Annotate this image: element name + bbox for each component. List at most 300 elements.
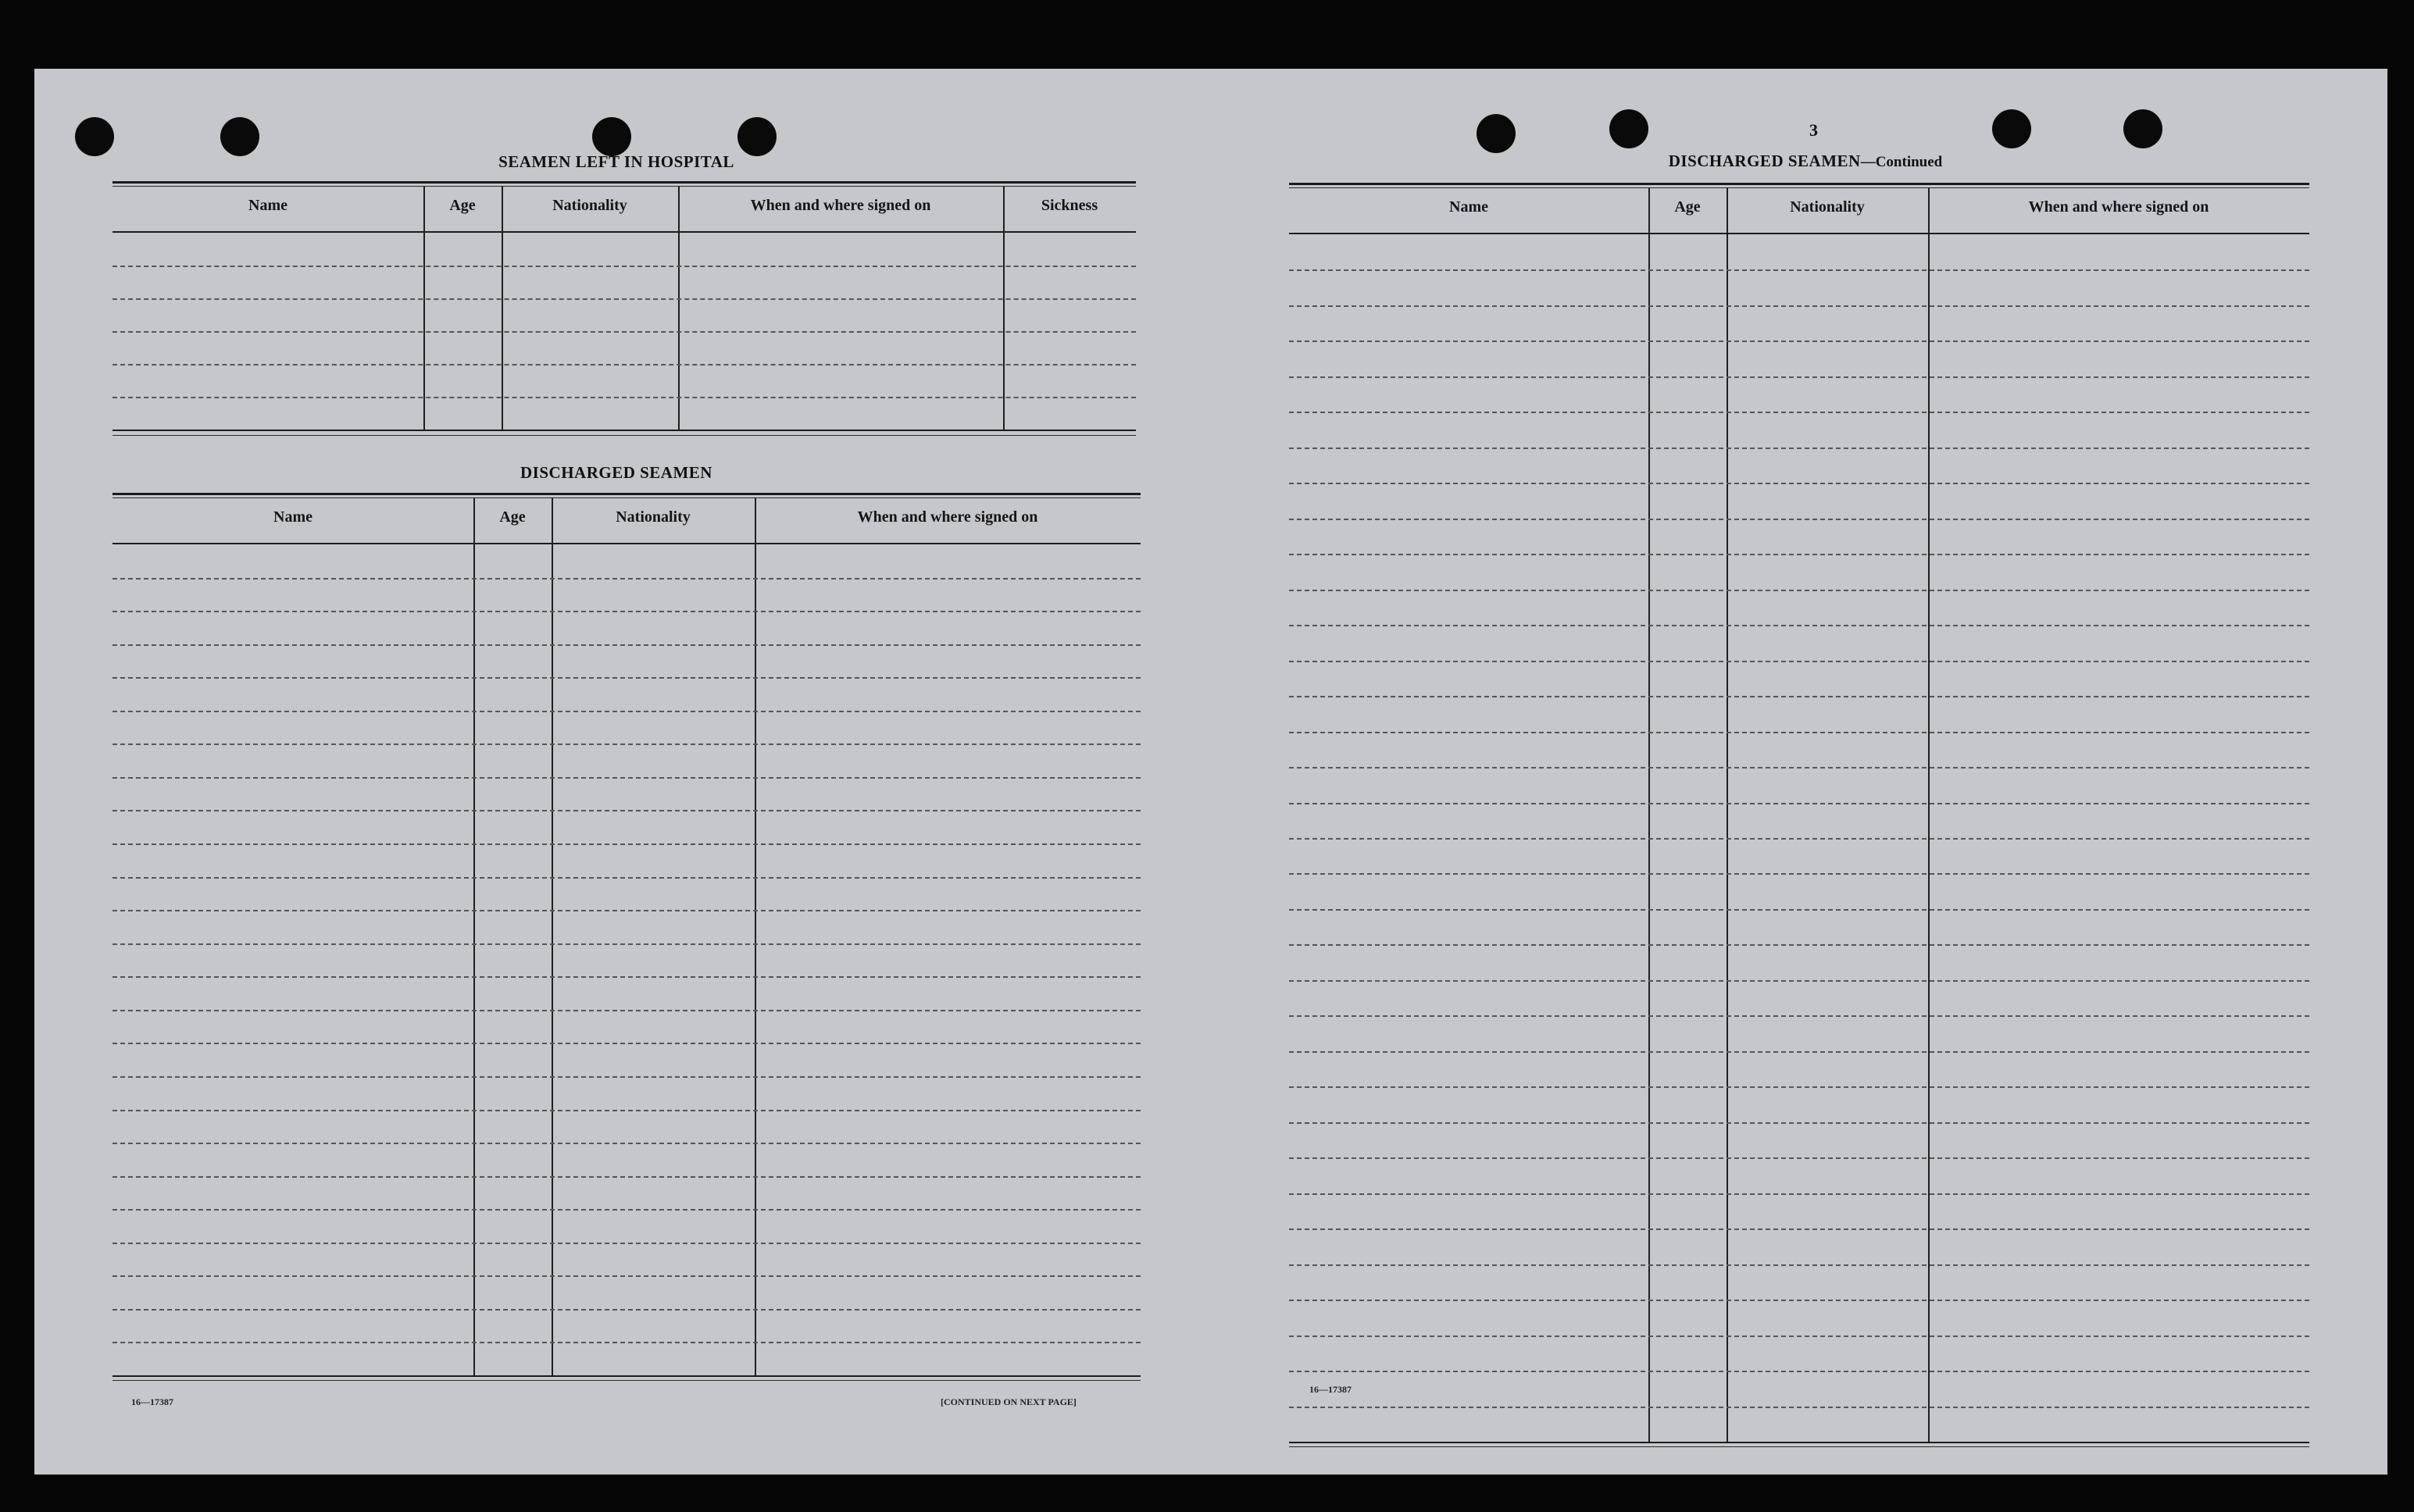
form-number: 16—17387 — [1309, 1384, 1352, 1395]
blank-entry-cell[interactable] — [1652, 1159, 1723, 1191]
blank-entry-cell[interactable] — [1931, 911, 2306, 943]
blank-entry-cell[interactable] — [555, 1277, 752, 1307]
blank-entry-cell[interactable] — [505, 267, 675, 297]
blank-entry-cell[interactable] — [1652, 449, 1723, 481]
blank-entry-cell[interactable] — [1931, 307, 2306, 339]
blank-entry-cell[interactable] — [477, 1011, 548, 1042]
blank-entry-cell[interactable] — [1931, 520, 2306, 552]
blank-entry-cell[interactable] — [477, 845, 548, 875]
blank-entry-cell[interactable] — [1292, 413, 1645, 445]
blank-entry-cell[interactable] — [477, 712, 548, 743]
blank-entry-cell[interactable] — [1730, 1337, 1925, 1369]
blank-entry-cell[interactable] — [758, 679, 1137, 709]
blank-entry-cell[interactable] — [116, 612, 470, 643]
blank-entry-cell[interactable] — [555, 579, 752, 610]
blank-entry-cell[interactable] — [1730, 1372, 1925, 1404]
blank-entry-cell[interactable] — [1652, 1337, 1723, 1369]
blank-entry-cell[interactable] — [681, 234, 1000, 264]
blank-entry-cell[interactable] — [1652, 1088, 1723, 1120]
blank-entry-cell[interactable] — [116, 879, 470, 909]
blank-entry-cell[interactable] — [1652, 733, 1723, 765]
blank-entry-cell[interactable] — [555, 745, 752, 776]
blank-entry-cell[interactable] — [1730, 520, 1925, 552]
blank-entry-cell[interactable] — [116, 546, 470, 576]
blank-entry-cell[interactable] — [1652, 1195, 1723, 1227]
blank-entry-cell[interactable] — [477, 546, 548, 576]
blank-entry-cell[interactable] — [477, 945, 548, 975]
column-header-age: Age — [1674, 198, 1701, 216]
column-header-name: Name — [273, 508, 312, 526]
blank-entry-cell[interactable] — [1652, 1408, 1723, 1440]
blank-entry-cell[interactable] — [555, 1343, 752, 1374]
blank-entry-cell[interactable] — [477, 879, 548, 909]
blank-entry-cell[interactable] — [1931, 946, 2306, 978]
blank-entry-cell[interactable] — [1292, 840, 1645, 872]
blank-entry-cell[interactable] — [1292, 662, 1645, 694]
blank-entry-cell[interactable] — [1652, 875, 1723, 907]
blank-entry-cell[interactable] — [681, 267, 1000, 297]
blank-entry-cell[interactable] — [1652, 982, 1723, 1014]
blank-entry-cell[interactable] — [1652, 484, 1723, 516]
blank-entry-cell[interactable] — [477, 679, 548, 709]
blank-entry-cell[interactable] — [1730, 591, 1925, 623]
blank-entry-cell[interactable] — [1652, 1301, 1723, 1333]
blank-entry-cell[interactable] — [477, 779, 548, 809]
blank-entry-cell[interactable] — [758, 1244, 1137, 1275]
blank-entry-cell[interactable] — [477, 1044, 548, 1075]
blank-entry-cell[interactable] — [1652, 413, 1723, 445]
blank-entry-cell[interactable] — [1931, 1195, 2306, 1227]
blank-entry-cell[interactable] — [555, 1144, 752, 1175]
blank-entry-cell[interactable] — [1730, 1053, 1925, 1085]
blank-entry-cell[interactable] — [555, 1044, 752, 1075]
punch-hole — [75, 117, 114, 156]
blank-entry-cell[interactable] — [1652, 804, 1723, 836]
blank-entry-cell[interactable] — [1730, 840, 1925, 872]
blank-entry-cell[interactable] — [1931, 413, 2306, 445]
discharged-continued-title-main: DISCHARGED SEAMEN — [1668, 152, 1861, 170]
blank-entry-cell[interactable] — [1292, 378, 1645, 410]
blank-entry-cell[interactable] — [427, 366, 498, 395]
blank-entry-cell[interactable] — [116, 679, 470, 709]
blank-entry-cell[interactable] — [1931, 1301, 2306, 1333]
blank-entry-cell[interactable] — [555, 1111, 752, 1142]
blank-entry-cell[interactable] — [477, 1277, 548, 1307]
blank-entry-cell[interactable] — [116, 712, 470, 743]
blank-entry-cell[interactable] — [1292, 307, 1645, 339]
blank-entry-cell[interactable] — [1006, 234, 1133, 264]
blank-entry-cell[interactable] — [1931, 1230, 2306, 1262]
blank-entry-cell[interactable] — [477, 811, 548, 842]
blank-entry-cell[interactable] — [116, 1078, 470, 1108]
blank-entry-cell[interactable] — [1730, 946, 1925, 978]
blank-entry-cell[interactable] — [1292, 626, 1645, 658]
blank-entry-cell[interactable] — [477, 612, 548, 643]
blank-entry-cell[interactable] — [116, 845, 470, 875]
blank-entry-cell[interactable] — [1931, 449, 2306, 481]
blank-entry-cell[interactable] — [681, 366, 1000, 395]
blank-entry-cell[interactable] — [477, 1078, 548, 1108]
blank-entry-cell[interactable] — [1652, 555, 1723, 587]
blank-entry-cell[interactable] — [555, 845, 752, 875]
blank-entry-cell[interactable] — [116, 1144, 470, 1175]
blank-entry-cell[interactable] — [116, 1011, 470, 1042]
blank-entry-cell[interactable] — [1931, 1053, 2306, 1085]
blank-entry-cell[interactable] — [116, 579, 470, 610]
blank-entry-cell[interactable] — [758, 1311, 1137, 1341]
column-header-nationality: Nationality — [552, 197, 627, 214]
left-page — [34, 69, 1223, 1475]
column-header-age: Age — [449, 197, 476, 214]
blank-entry-cell[interactable] — [1931, 1408, 2306, 1440]
form-number: 16—17387 — [131, 1396, 173, 1407]
blank-entry-cell[interactable] — [1292, 1266, 1645, 1298]
blank-entry-cell[interactable] — [1292, 1124, 1645, 1156]
blank-entry-cell[interactable] — [1931, 1088, 2306, 1120]
blank-entry-cell[interactable] — [1292, 1337, 1645, 1369]
blank-entry-cell[interactable] — [505, 333, 675, 362]
blank-entry-cell[interactable] — [1292, 946, 1645, 978]
blank-entry-cell[interactable] — [1730, 768, 1925, 801]
blank-entry-cell[interactable] — [116, 1211, 470, 1241]
continued-note: [CONTINUED ON NEXT PAGE] — [941, 1396, 1077, 1407]
blank-entry-cell[interactable] — [1730, 1301, 1925, 1333]
blank-entry-cell[interactable] — [1652, 911, 1723, 943]
blank-entry-cell[interactable] — [1292, 342, 1645, 374]
punch-hole — [2123, 109, 2162, 148]
blank-entry-cell[interactable] — [116, 745, 470, 776]
blank-entry-cell[interactable] — [758, 1178, 1137, 1208]
blank-entry-cell[interactable] — [1652, 1053, 1723, 1085]
blank-entry-cell[interactable] — [681, 333, 1000, 362]
blank-entry-cell[interactable] — [477, 1343, 548, 1374]
blank-entry-cell[interactable] — [1292, 520, 1645, 552]
blank-entry-cell[interactable] — [505, 234, 675, 264]
blank-entry-cell[interactable] — [1730, 236, 1925, 268]
blank-entry-cell[interactable] — [477, 579, 548, 610]
blank-entry-cell[interactable] — [1652, 591, 1723, 623]
blank-entry-cell[interactable] — [1730, 662, 1925, 694]
blank-entry-cell[interactable] — [477, 745, 548, 776]
blank-entry-cell[interactable] — [1931, 236, 2306, 268]
discharged-continued-title — [1294, 152, 2317, 171]
blank-entry-cell[interactable] — [1931, 697, 2306, 729]
column-header-when-and-where-signed-on: When and where signed on — [750, 197, 931, 214]
blank-entry-cell[interactable] — [116, 779, 470, 809]
blank-entry-cell[interactable] — [758, 911, 1137, 942]
blank-entry-cell[interactable] — [758, 1078, 1137, 1108]
blank-entry-cell[interactable] — [758, 1277, 1137, 1307]
blank-entry-cell[interactable] — [427, 300, 498, 330]
blank-entry-cell[interactable] — [1292, 1017, 1645, 1049]
blank-entry-cell[interactable] — [1652, 1017, 1723, 1049]
blank-entry-cell[interactable] — [477, 911, 548, 942]
blank-entry-cell[interactable] — [1730, 484, 1925, 516]
blank-entry-cell[interactable] — [477, 1311, 548, 1341]
blank-entry-cell[interactable] — [1931, 378, 2306, 410]
blank-entry-cell[interactable] — [555, 911, 752, 942]
punch-hole — [1992, 109, 2031, 148]
blank-entry-cell[interactable] — [1292, 1159, 1645, 1191]
blank-entry-cell[interactable] — [116, 1244, 470, 1275]
blank-entry-cell[interactable] — [1931, 1124, 2306, 1156]
blank-entry-cell[interactable] — [116, 911, 470, 942]
blank-entry-cell[interactable] — [681, 300, 1000, 330]
blank-entry-cell[interactable] — [758, 945, 1137, 975]
column-header-sickness: Sickness — [1041, 197, 1098, 214]
column-header-when-and-where-signed-on: When and where signed on — [857, 508, 1038, 526]
blank-entry-cell[interactable] — [1730, 1195, 1925, 1227]
blank-entry-cell[interactable] — [477, 1211, 548, 1241]
blank-entry-cell[interactable] — [477, 1111, 548, 1142]
blank-entry-cell[interactable] — [477, 646, 548, 676]
blank-entry-cell[interactable] — [1931, 1159, 2306, 1191]
blank-entry-cell[interactable] — [1730, 413, 1925, 445]
blank-entry-cell[interactable] — [1730, 911, 1925, 943]
blank-entry-cell[interactable] — [1652, 1124, 1723, 1156]
blank-entry-cell[interactable] — [1931, 1017, 2306, 1049]
blank-entry-cell[interactable] — [758, 1011, 1137, 1042]
blank-entry-cell[interactable] — [1730, 1266, 1925, 1298]
blank-entry-cell[interactable] — [116, 1178, 470, 1208]
blank-entry-cell[interactable] — [1931, 1337, 2306, 1369]
blank-entry-cell[interactable] — [1006, 398, 1133, 428]
blank-entry-cell[interactable] — [681, 398, 1000, 428]
blank-entry-cell[interactable] — [1292, 804, 1645, 836]
blank-entry-cell[interactable] — [758, 1144, 1137, 1175]
blank-entry-cell[interactable] — [1006, 366, 1133, 395]
blank-entry-cell[interactable] — [555, 945, 752, 975]
hospital-section-title: SEAMEN LEFT IN HOSPITAL — [498, 152, 734, 171]
blank-entry-cell[interactable] — [1730, 378, 1925, 410]
blank-entry-cell[interactable] — [1006, 333, 1133, 362]
blank-entry-cell[interactable] — [1292, 768, 1645, 801]
punch-hole — [737, 117, 777, 156]
blank-entry-cell[interactable] — [555, 1311, 752, 1341]
blank-entry-cell[interactable] — [1730, 982, 1925, 1014]
blank-entry-cell[interactable] — [427, 398, 498, 428]
blank-entry-cell[interactable] — [1006, 267, 1133, 297]
blank-entry-cell[interactable] — [555, 646, 752, 676]
blank-entry-cell[interactable] — [1730, 1230, 1925, 1262]
punch-hole — [1609, 109, 1648, 148]
blank-entry-cell[interactable] — [1931, 1372, 2306, 1404]
blank-entry-cell[interactable] — [1931, 484, 2306, 516]
blank-entry-cell[interactable] — [1292, 982, 1645, 1014]
blank-entry-cell[interactable] — [758, 1343, 1137, 1374]
blank-entry-cell[interactable] — [758, 779, 1137, 809]
blank-entry-cell[interactable] — [1006, 300, 1133, 330]
blank-entry-cell[interactable] — [758, 1111, 1137, 1142]
blank-entry-cell[interactable] — [427, 267, 498, 297]
blank-entry-cell[interactable] — [1292, 271, 1645, 303]
blank-entry-cell[interactable] — [1652, 768, 1723, 801]
column-header-nationality: Nationality — [616, 508, 691, 526]
blank-entry-cell[interactable] — [1730, 307, 1925, 339]
blank-entry-cell[interactable] — [555, 1211, 752, 1241]
blank-entry-cell[interactable] — [427, 333, 498, 362]
column-header-when-and-where-signed-on: When and where signed on — [2028, 198, 2209, 216]
blank-entry-cell[interactable] — [1931, 982, 2306, 1014]
blank-entry-cell[interactable] — [758, 1211, 1137, 1241]
blank-entry-cell[interactable] — [1652, 342, 1723, 374]
blank-entry-cell[interactable] — [1931, 342, 2306, 374]
blank-entry-cell[interactable] — [116, 811, 470, 842]
blank-entry-cell[interactable] — [1652, 271, 1723, 303]
blank-entry-cell[interactable] — [427, 234, 498, 264]
blank-entry-cell[interactable] — [1652, 520, 1723, 552]
blank-entry-cell[interactable] — [116, 646, 470, 676]
punch-hole — [1477, 114, 1516, 153]
blank-entry-cell[interactable] — [555, 811, 752, 842]
blank-entry-cell[interactable] — [1292, 1053, 1645, 1085]
blank-entry-cell[interactable] — [555, 712, 752, 743]
blank-entry-cell[interactable] — [1292, 484, 1645, 516]
blank-entry-cell[interactable] — [555, 978, 752, 1008]
blank-entry-cell[interactable] — [1652, 662, 1723, 694]
blank-entry-cell[interactable] — [1730, 733, 1925, 765]
blank-entry-cell[interactable] — [555, 1078, 752, 1108]
blank-entry-cell[interactable] — [1292, 1195, 1645, 1227]
blank-entry-cell[interactable] — [1730, 804, 1925, 836]
blank-entry-cell[interactable] — [1931, 875, 2306, 907]
blank-entry-cell[interactable] — [555, 879, 752, 909]
column-divider — [1003, 186, 1005, 430]
blank-entry-cell[interactable] — [1931, 591, 2306, 623]
blank-entry-cell[interactable] — [116, 234, 420, 264]
blank-entry-cell[interactable] — [1931, 840, 2306, 872]
blank-entry-cell[interactable] — [1292, 449, 1645, 481]
blank-entry-cell[interactable] — [116, 1343, 470, 1374]
blank-entry-cell[interactable] — [477, 978, 548, 1008]
blank-entry-cell[interactable] — [505, 300, 675, 330]
blank-entry-cell[interactable] — [1292, 236, 1645, 268]
blank-entry-cell[interactable] — [116, 366, 420, 395]
blank-entry-cell[interactable] — [1292, 875, 1645, 907]
blank-entry-cell[interactable] — [116, 1277, 470, 1307]
blank-entry-cell[interactable] — [477, 1244, 548, 1275]
column-header-name: Name — [1449, 198, 1488, 216]
blank-entry-cell[interactable] — [758, 612, 1137, 643]
discharged-section-title: DISCHARGED SEAMEN — [520, 463, 712, 482]
blank-entry-cell[interactable] — [555, 1011, 752, 1042]
blank-entry-cell[interactable] — [1931, 555, 2306, 587]
page-number: 3 — [1809, 120, 1818, 140]
blank-entry-cell[interactable] — [758, 745, 1137, 776]
hospital-table — [112, 181, 1136, 447]
blank-entry-cell[interactable] — [1931, 804, 2306, 836]
blank-entry-cell[interactable] — [1652, 378, 1723, 410]
blank-entry-cell[interactable] — [1652, 1266, 1723, 1298]
blank-entry-cell[interactable] — [1292, 1088, 1645, 1120]
blank-entry-cell[interactable] — [116, 333, 420, 362]
column-divider — [502, 186, 503, 430]
discharged-continued-title-suffix: —Continued — [1860, 154, 1943, 170]
blank-entry-cell[interactable] — [1730, 1159, 1925, 1191]
blank-entry-cell[interactable] — [1931, 271, 2306, 303]
column-divider — [423, 186, 425, 430]
blank-entry-cell[interactable] — [1931, 662, 2306, 694]
blank-entry-cell[interactable] — [116, 1044, 470, 1075]
blank-entry-cell[interactable] — [477, 1144, 548, 1175]
blank-entry-cell[interactable] — [1730, 1408, 1925, 1440]
blank-entry-cell[interactable] — [116, 1311, 470, 1341]
blank-entry-cell[interactable] — [1730, 342, 1925, 374]
blank-entry-cell[interactable] — [1652, 1230, 1723, 1262]
discharged-table — [112, 493, 1141, 1391]
blank-entry-cell[interactable] — [758, 579, 1137, 610]
column-header-name: Name — [248, 197, 287, 214]
blank-entry-cell[interactable] — [477, 1178, 548, 1208]
column-header-age: Age — [499, 508, 526, 526]
blank-entry-cell[interactable] — [1292, 1408, 1645, 1440]
blank-entry-cell[interactable] — [505, 366, 675, 395]
punch-hole — [220, 117, 259, 156]
blank-entry-cell[interactable] — [1730, 1017, 1925, 1049]
blank-entry-cell[interactable] — [1292, 1230, 1645, 1262]
blank-entry-cell[interactable] — [1652, 840, 1723, 872]
blank-entry-cell[interactable] — [1931, 626, 2306, 658]
blank-entry-cell[interactable] — [1730, 1088, 1925, 1120]
blank-entry-cell[interactable] — [1931, 1266, 2306, 1298]
blank-entry-cell[interactable] — [116, 1111, 470, 1142]
blank-entry-cell[interactable] — [1652, 236, 1723, 268]
blank-entry-cell[interactable] — [1292, 911, 1645, 943]
blank-entry-cell[interactable] — [1292, 591, 1645, 623]
blank-entry-cell[interactable] — [1292, 733, 1645, 765]
blank-entry-cell[interactable] — [116, 398, 420, 428]
blank-entry-cell[interactable] — [555, 1244, 752, 1275]
blank-entry-cell[interactable] — [758, 845, 1137, 875]
blank-entry-cell[interactable] — [555, 1178, 752, 1208]
blank-entry-cell[interactable] — [116, 945, 470, 975]
blank-entry-cell[interactable] — [1931, 733, 2306, 765]
blank-entry-cell[interactable] — [758, 646, 1137, 676]
blank-entry-cell[interactable] — [1730, 697, 1925, 729]
blank-entry-cell[interactable] — [1730, 626, 1925, 658]
blank-entry-cell[interactable] — [1730, 555, 1925, 587]
blank-entry-cell[interactable] — [758, 712, 1137, 743]
blank-entry-cell[interactable] — [555, 779, 752, 809]
blank-entry-cell[interactable] — [555, 679, 752, 709]
blank-entry-cell[interactable] — [758, 879, 1137, 909]
blank-entry-cell[interactable] — [758, 811, 1137, 842]
blank-entry-cell[interactable] — [1730, 875, 1925, 907]
blank-entry-cell[interactable] — [1292, 1301, 1645, 1333]
blank-entry-cell[interactable] — [555, 612, 752, 643]
blank-entry-cell[interactable] — [116, 267, 420, 297]
blank-entry-cell[interactable] — [758, 978, 1137, 1008]
blank-entry-cell[interactable] — [116, 978, 470, 1008]
blank-entry-cell[interactable] — [758, 1044, 1137, 1075]
blank-entry-cell[interactable] — [116, 300, 420, 330]
blank-entry-cell[interactable] — [1730, 271, 1925, 303]
blank-entry-cell[interactable] — [1292, 697, 1645, 729]
blank-entry-cell[interactable] — [1652, 697, 1723, 729]
blank-entry-cell[interactable] — [1652, 1372, 1723, 1404]
blank-entry-cell[interactable] — [1931, 768, 2306, 801]
blank-entry-cell[interactable] — [1292, 555, 1645, 587]
blank-entry-cell[interactable] — [1652, 626, 1723, 658]
blank-entry-cell[interactable] — [1652, 946, 1723, 978]
blank-entry-cell[interactable] — [1730, 449, 1925, 481]
blank-entry-cell[interactable] — [758, 546, 1137, 576]
blank-entry-cell[interactable] — [505, 398, 675, 428]
blank-entry-cell[interactable] — [555, 546, 752, 576]
blank-entry-cell[interactable] — [1652, 307, 1723, 339]
column-divider — [678, 186, 680, 430]
blank-entry-cell[interactable] — [1730, 1124, 1925, 1156]
